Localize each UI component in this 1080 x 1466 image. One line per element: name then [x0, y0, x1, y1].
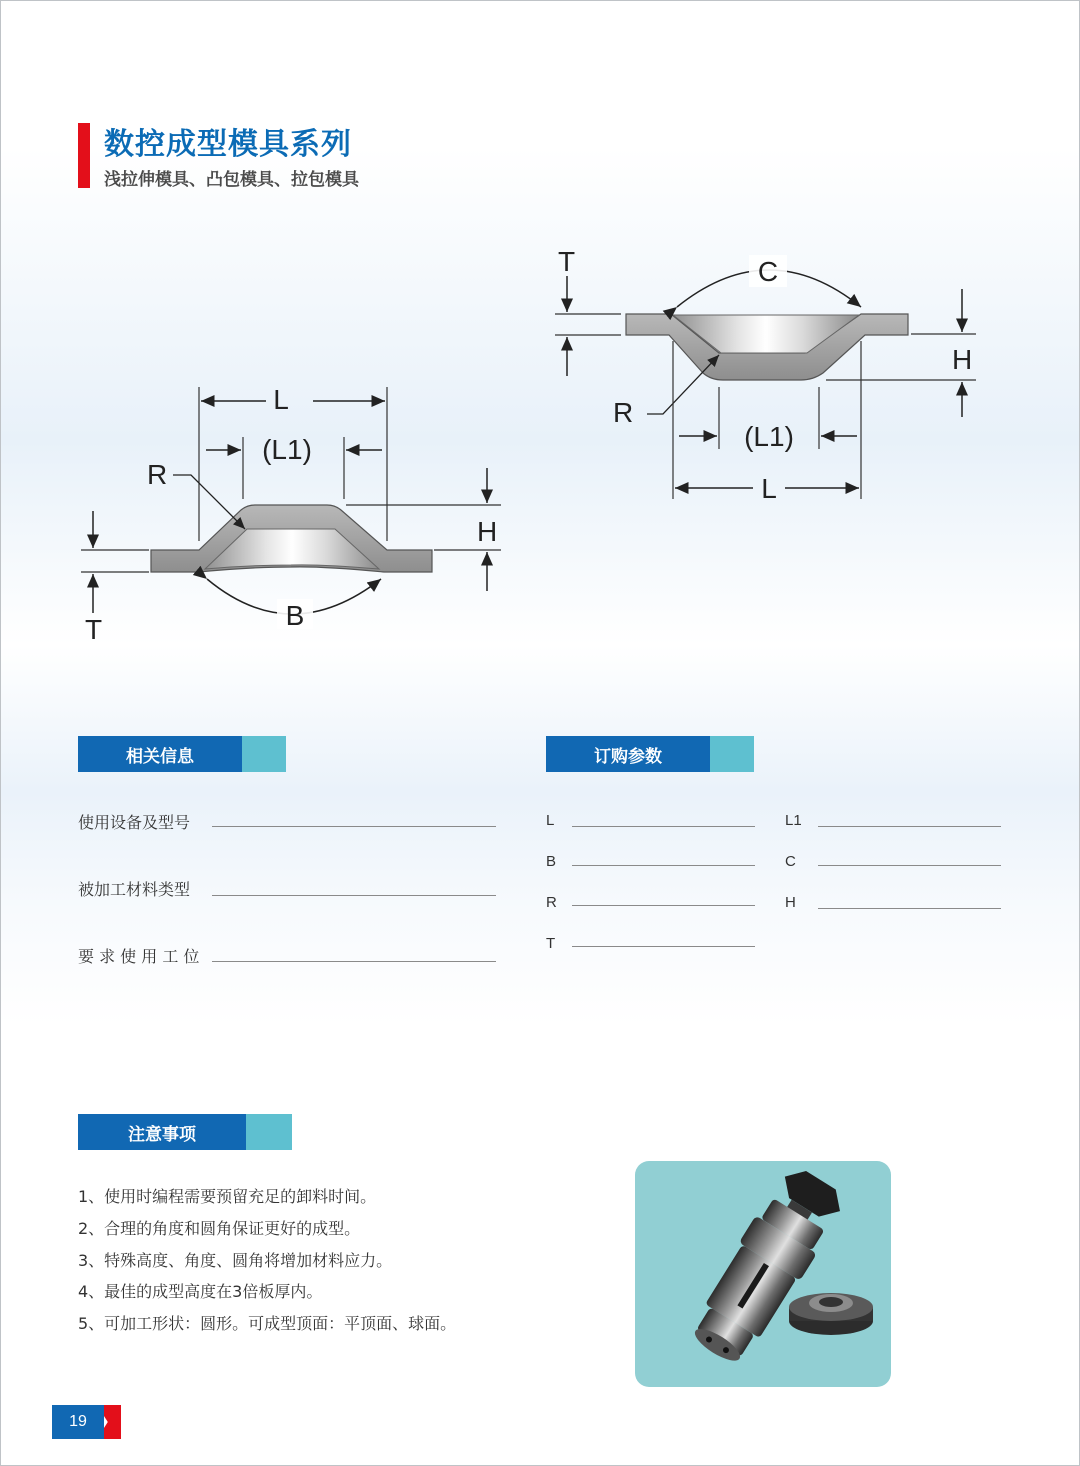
left-label-L1: (L1): [262, 434, 312, 465]
page-number: 19: [52, 1405, 104, 1439]
notes-title-accent: [246, 1114, 292, 1150]
order-params-header: [546, 736, 754, 772]
left-label-B: B: [285, 600, 305, 631]
field-input-station[interactable]: [212, 961, 496, 962]
left-boss-diagram: [81, 384, 501, 645]
right-label-H: H: [952, 344, 973, 375]
technical-diagrams: [1, 1, 1079, 701]
param-input-T[interactable]: [572, 946, 755, 947]
related-info-header: [78, 736, 286, 772]
param-label-R: R: [546, 894, 557, 911]
param-input-L1[interactable]: [818, 826, 1001, 827]
field-label-station: 要 求 使 用 工 位: [78, 947, 200, 966]
param-input-B[interactable]: [572, 865, 755, 866]
param-label-L: L: [546, 812, 555, 829]
related-info-title-accent: [242, 736, 286, 772]
field-label-equipment: 使用设备及型号: [78, 813, 191, 832]
left-label-L: L: [273, 384, 289, 415]
notes-title: 注意事项: [78, 1114, 246, 1150]
forming-tool-illustration: [635, 1161, 891, 1387]
page-title: 数控成型模具系列: [104, 127, 352, 162]
param-input-C[interactable]: [818, 865, 1001, 866]
right-label-T: T: [558, 246, 576, 277]
param-label-C: C: [785, 853, 796, 870]
right-label-C: C: [757, 256, 779, 287]
page-subtitle: 浅拉伸模具、凸包模具、拉包模具: [104, 170, 359, 190]
param-input-R[interactable]: [572, 905, 755, 906]
param-label-B: B: [546, 853, 557, 870]
order-params-title-accent: [710, 736, 754, 772]
note-item: 3、特殊高度、角度、圆角将增加材料应力。: [78, 1251, 393, 1270]
right-label-L1: (L1): [744, 421, 794, 452]
left-label-T: T: [85, 614, 103, 645]
param-label-L1: L1: [785, 812, 802, 829]
field-label-material: 被加工材料类型: [78, 880, 191, 899]
order-params-title: 订购参数: [546, 736, 710, 772]
right-draw-diagram: [555, 246, 976, 504]
left-label-H: H: [477, 516, 498, 547]
param-label-T: T: [546, 935, 556, 952]
note-item: 1、使用时编程需要预留充足的卸料时间。: [78, 1187, 377, 1206]
product-photo: [635, 1161, 891, 1387]
param-label-H: H: [785, 894, 796, 911]
note-item: 2、合理的角度和圆角保证更好的成型。: [78, 1219, 361, 1238]
field-input-equipment[interactable]: [212, 826, 496, 827]
notes-header: [78, 1114, 292, 1150]
field-input-material[interactable]: [212, 895, 496, 896]
right-label-L: L: [761, 473, 777, 504]
param-input-L[interactable]: [572, 826, 755, 827]
param-input-H[interactable]: [818, 908, 1001, 909]
related-info-title: 相关信息: [78, 736, 242, 772]
note-item: 5、可加工形状：圆形。可成型顶面：平顶面、球面。: [78, 1314, 457, 1333]
right-label-R: R: [613, 397, 634, 428]
left-label-R: R: [147, 459, 168, 490]
note-item: 4、最佳的成型高度在3倍板厚内。: [78, 1282, 323, 1301]
